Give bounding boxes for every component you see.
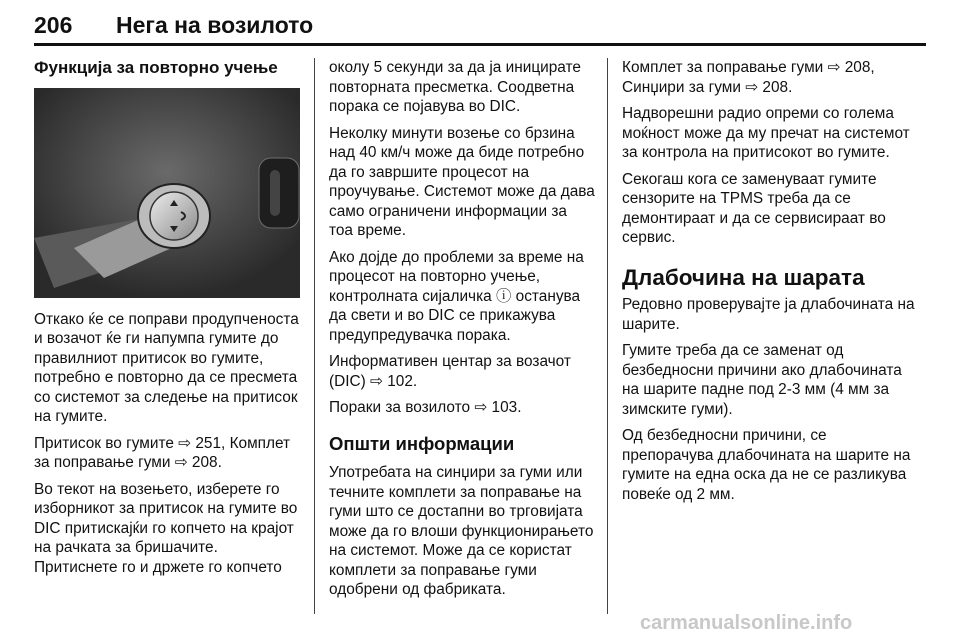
paragraph: Секогаш кога се заменуваат гумите сензорите на TPMS треба да се демонтираат и да се сервисираат во сервис.: [622, 170, 886, 246]
column-3: [622, 58, 922, 511]
paragraph: околу 5 секунди за да ја иницирате повторната пресметка. Соодветна порака се појавува во DIC.: [329, 59, 581, 115]
stalk-button-icon: [34, 88, 300, 298]
wiper-stalk-illustration: [34, 88, 300, 298]
column-1: [34, 58, 300, 584]
paragraph: Употребата на синџири за гуми или течните комплети за поправање на гуми што се достапни во трговијата може да го влоши функционирањето на системот. Може да се користат комплети за поправање гуми одобрени од фабриката.: [329, 464, 594, 598]
chapter-title: Нега на возилото: [116, 12, 314, 38]
page-number: 206: [34, 12, 73, 38]
paragraph: Комплет за поправање гуми ⇨ 208, Синџири за гуми ⇨ 208.: [622, 59, 875, 96]
column-divider: [314, 58, 315, 614]
paragraph: Неколку минути возење со брзина над 40 км/ч може да биде потребно да го завршите процесот на проучување. Системот може да дава само ограничени информации за тоа време.: [329, 124, 595, 239]
section-title: Длабочина на шарата: [622, 264, 865, 290]
column-2: [329, 58, 595, 607]
paragraph: Пораки за возилото ⇨ 103.: [329, 399, 522, 416]
paragraph: Откако ќе се поправи продупченоста и возачот ќе ги напумпа гумите до правилниот притисок во гумите, потребно е повторно да се пресмета со системот за следење на притисок на гумите.: [34, 310, 299, 425]
paragraph: Притисок во гумите ⇨ 251, Комплет за поправање гуми ⇨ 208.: [34, 434, 291, 471]
paragraph: Надворешни радио опреми со голема моќност може да му пречат на системот за контрола на притисокот во гумите.: [622, 105, 910, 161]
section-title: Функција за повторно учење: [34, 58, 278, 77]
header-rule: [34, 43, 926, 46]
paragraph: Гумите треба да се заменат од безбедносни причини ако длабочината на шарите падне под 2-3 мм (4 мм за зимските гуми).: [622, 342, 902, 418]
watermark-text: carmanualsonline.info: [640, 612, 853, 634]
paragraph: Редовно проверувајте ја длабочината на шарите.: [622, 296, 915, 333]
page-header: [34, 12, 924, 52]
paragraph: Информативен центар за возачот (DIC) ⇨ 102.: [329, 353, 571, 390]
subsection-title: Општи информации: [329, 432, 515, 454]
paragraph: Од безбедносни причини, се препорачува длабочината на шарите на гумите на една оска да не се разликува повеќе од 2 мм.: [622, 427, 911, 503]
column-divider: [607, 58, 608, 614]
paragraph: Ако дојде до проблеми за време на процесот на повторно учење, контролната сијаличка ⓘ останува да свети и во DIC се прикажува предупредувачка порака.: [329, 248, 584, 344]
paragraph: Во текот на возењето, изберете го изборникот за притисок на гумите во DIC притискајќи го копчето на крајот на рачката за бришачите. Притиснете го и држете го копчето: [34, 480, 298, 576]
